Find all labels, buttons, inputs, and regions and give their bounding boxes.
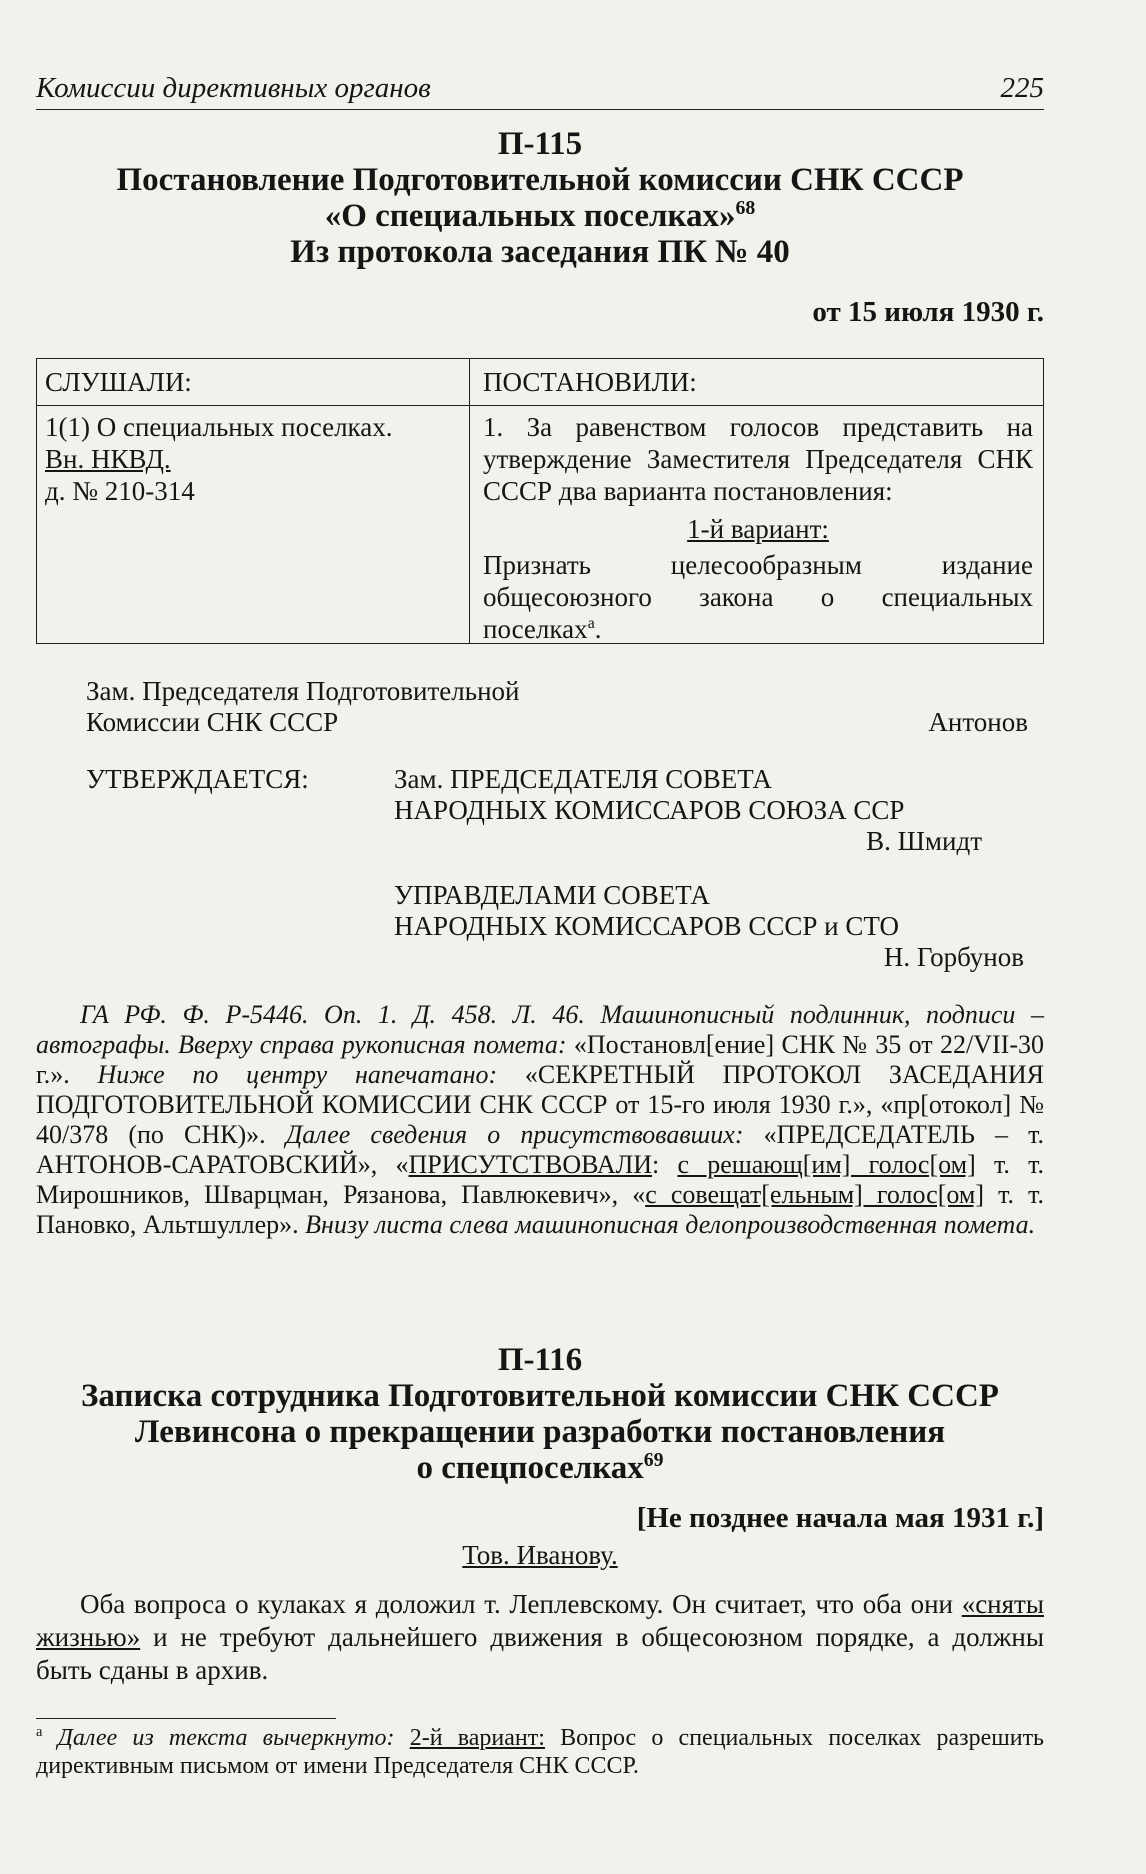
doc115-number: П-115 [497, 126, 583, 162]
signature-block [86, 676, 519, 738]
footnote-underlined: 2-й вариант: [409, 1725, 545, 1751]
note-p9: с решающ[им] голос[ом] [677, 1150, 976, 1179]
footnote-rule [36, 1718, 336, 1719]
footnote-italic: Далее из текста вычеркнуто: [42, 1725, 410, 1751]
col-heard-header: СЛУШАЛИ: [45, 367, 192, 397]
variant-label: 1-й вариант: [687, 514, 829, 544]
approval-block1-name: В. Шмидт [866, 826, 982, 856]
doc116-date: [Не позднее начала мая 1931 г.] [636, 1502, 1044, 1534]
agenda-item: 1(1) О специальных поселках. [45, 412, 393, 442]
footnote-text: Вопрос о специальных поселках разрешить директивным письмом от имени Председателя СНК СССР. [36, 1725, 1045, 1779]
heard-cell [45, 411, 463, 507]
doc116-addressee: Тов. Иванову. [462, 1540, 618, 1570]
signature-line1: Зам. Председателя Подготовительной [86, 676, 520, 706]
approval-block1-line2: НАРОДНЫХ КОМИССАРОВ СОЮЗА ССР [394, 795, 905, 825]
signature-name: Антонов [928, 707, 1028, 737]
page-number: 225 [1000, 72, 1044, 104]
note-p3: Ниже по центру напечатано: [97, 1060, 525, 1089]
note-p2: «Постановл[ение] СНК № 35 от 22/VII-30 г.». [36, 1030, 1044, 1089]
doc115-note-ref: 68 [735, 197, 756, 219]
col-decided-header: ПОСТАНОВИЛИ: [483, 367, 697, 397]
doc116-heading [36, 1342, 1044, 1486]
doc116-title-line2: Левинсона о прекращении разработки постановления [134, 1414, 946, 1450]
archival-note [36, 1000, 1044, 1240]
approval-block2-name: Н. Горбунов [883, 942, 1024, 972]
variant-label-wrap [483, 513, 1033, 545]
approval-block1 [394, 764, 1044, 857]
doc116-number: П-116 [497, 1342, 583, 1378]
note-p4: «СЕКРЕТНЫЙ ПРОТОКОЛ ЗАСЕДАНИЯ ПОДГОТОВИТЕЛЬНОЙ КОМИССИИ СНК СССР от 15-го июля 1930 г.», «пр[отокол] № 40/378 (по СНК)». [36, 1060, 1045, 1149]
approval-block2-line1: УПРАВДЕЛАМИ СОВЕТА [394, 880, 710, 910]
doc115-title-line3: Из протокола заседания ПК № 40 [290, 234, 790, 270]
doc115-title-line2 [36, 198, 1044, 234]
doc115-heading [36, 126, 1044, 270]
footnote-marker: а [36, 1724, 43, 1740]
approval-label: УТВЕРЖДАЕТСЯ: [86, 764, 309, 794]
doc116-body-p3: и не требуют дальнейшего движения в общесоюзном порядке, а должны быть сданы в архив. [36, 1622, 1044, 1685]
doc116-title-line3: о спецпоселках [416, 1450, 644, 1486]
running-header [36, 72, 1044, 110]
note-p6: «ПРЕДСЕДАТЕЛЬ – т. АНТОНОВ-САРАТОВСКИЙ», « [36, 1120, 1044, 1179]
signature-line2: Комиссии СНК СССР [86, 707, 339, 737]
decided-cell [483, 411, 1033, 645]
doc116-note-ref: 69 [643, 1449, 664, 1471]
approval-block2 [394, 880, 1044, 973]
footnote [36, 1724, 1044, 1780]
doc116-body-p2: «сняты жизнью» [36, 1589, 1044, 1652]
doc116-addressee-wrap [36, 1540, 1044, 1571]
doc115-title-line1: Постановление Подготовительной комиссии СНК СССР [116, 162, 964, 198]
note-p1: ГА РФ. Ф. Р-5446. Оп. 1. Д. 458. Л. 46. Машинописный подлинник, подписи – автографы. Вверху справа рукописная помета: [36, 1000, 1044, 1059]
note-p10: т. т. Мирошников, Шварцман, Рязанова, Павлюкевич», « [36, 1150, 1044, 1209]
agenda-reporter: Вн. НКВД. [45, 444, 171, 474]
protocol-table [36, 358, 1044, 644]
agenda-file: д. № 210-314 [45, 476, 195, 506]
variant-note-ref: а [587, 614, 595, 632]
doc116-body-p1: Оба вопроса о кулаках я доложил т. Леплевскому. Он считает, что оба они [80, 1589, 962, 1619]
variant-text: Признать целесообразным издание общесоюзного закона о специальных поселках [483, 550, 1033, 644]
doc115-title-text2: «О специальных поселках» [324, 198, 736, 234]
doc116-title-line1: Записка сотрудника Подготовительной комиссии СНК СССР [81, 1378, 999, 1414]
note-p5: Далее сведения о присутствовавших: [285, 1120, 764, 1149]
note-p13: Внизу листа слева машинописная делопроизводственная помета. [305, 1210, 1036, 1239]
note-p8: : [652, 1150, 678, 1179]
running-header-title: Комиссии директивных органов [36, 72, 431, 104]
doc116-title-line3-wrap [36, 1450, 1044, 1486]
note-p7: ПРИСУТСТВОВАЛИ [408, 1150, 653, 1179]
approval-block1-line1: Зам. ПРЕДСЕДАТЕЛЯ СОВЕТА [394, 764, 772, 794]
approval-block2-line2: НАРОДНЫХ КОМИССАРОВ СССР и СТО [394, 911, 899, 941]
doc116-body [36, 1588, 1044, 1687]
note-p11: с совещат[ельным] голос[ом] [645, 1180, 984, 1209]
note-p12: т. т. Пановко, Альтшуллер». [36, 1180, 1044, 1239]
decision-text: 1. За равенством голосов представить на утверждение Заместителя Председателя СНК СССР два варианта постановления: [483, 412, 1033, 506]
variant-text-wrap: Признать целесообразным издание общесоюзного закона о специальных поселках$^а$. [483, 550, 1033, 644]
doc115-date: от 15 июля 1930 г. [812, 296, 1044, 328]
protocol-column-divider [469, 359, 470, 643]
